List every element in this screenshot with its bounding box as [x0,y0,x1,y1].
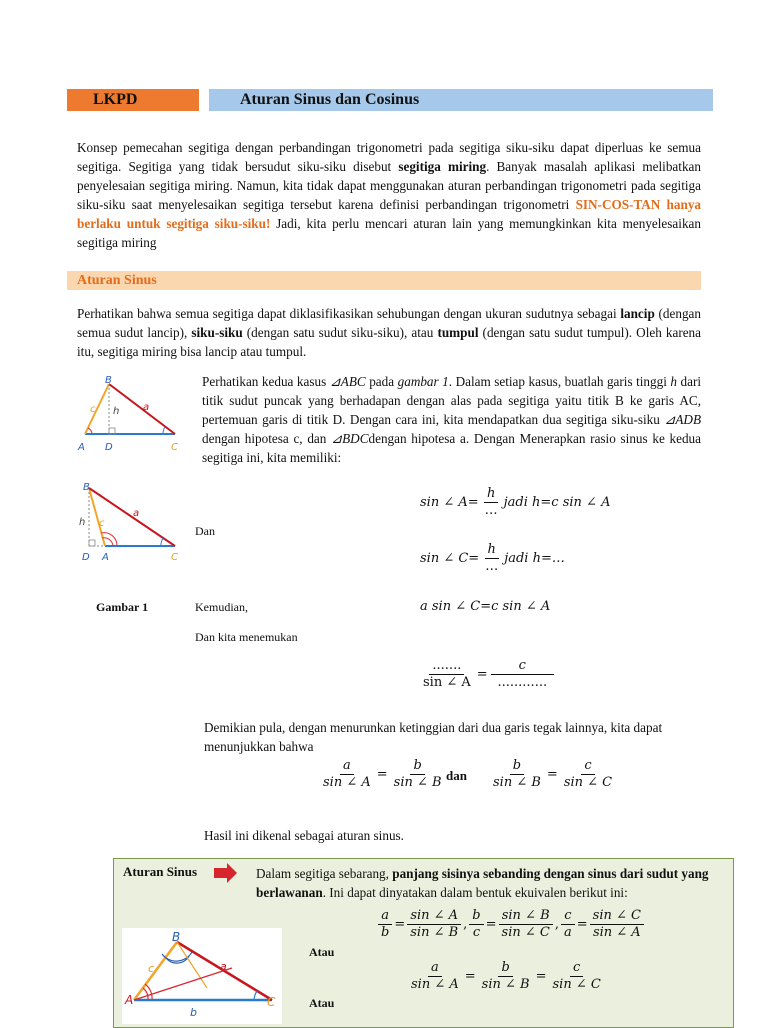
sec-bold-siku: siku-siku [191,325,243,340]
eq6-b: b [510,758,524,775]
eq2-lhs: sin ∠ C= [420,551,480,566]
atau-2: Atau [309,996,335,1010]
rule-r2-frac-1: $\frac{b}{\sin \angle B}$ [481,960,530,992]
sec-bold-tumpul: tumpul [437,325,479,340]
label-D: D [82,552,90,563]
equation-4 [420,658,554,691]
rule-r1-frac-side-0: $\frac{a}{b}$ [378,908,392,941]
label-A: A [78,442,85,453]
label-D: D [105,442,113,453]
case-text-6: dengan hipotesa a. Dengan Menerapkan rasio sinus ke kedua segitiga ini, kita memiliki: [202,431,701,465]
kemudian-label: Kemudian, [195,600,248,614]
intro-text-1: Konsep pemecahan segitiga dengan perbandingan trigonometri pada segitiga siku-siku dapat diperluas ke semua segitiga. Segitiga yang tidak bersudut siku-siku disebut [77,140,701,174]
case-text-3: . Dalam setiap kasus, buatlah garis tinggi [448,374,671,389]
label-C: C [267,995,276,1009]
intro-paragraph [77,138,701,252]
equation-1 [420,486,610,519]
sec-text-1: Perhatikan bahwa semua segitiga dapat diklasifikasikan sehubungan dengan ukuran sudutnya sebagai [77,306,621,321]
case-text-2: pada [365,374,398,389]
rule-box-label: Aturan Sinus [123,864,198,879]
eq4-eq: = [476,667,488,682]
figure-caption: Gambar 1 [96,600,149,614]
case-text-4: dari titik sudut puncak yang berhadapan dengan alas pada segitiga yaitu titik B ke garis AC, pertemuan garis di titik D. Dengan cara ini, kita mendapatkan dua segitiga siku-siku [202,374,701,427]
right-arrow-icon [214,863,238,883]
label-B: B [172,930,181,944]
rule-text-bold: panjang sisinya sebanding dengan sinus dari sudut yang berlawanan [256,866,709,900]
sec-bold-lancip: lancip [620,306,655,321]
eq1-num: h [484,486,498,503]
case-fig: gambar 1 [397,374,449,389]
rule-r1-frac-sin-1: $\frac{\sin \angle B}{\sin \angle C}$ [499,908,553,941]
rule-text-1: Dalam segitiga sebarang, [256,866,393,881]
rule-r1-frac-side-2: $\frac{c}{a}$ [561,908,575,941]
label-A: A [102,552,109,563]
intro-text-2: . Banyak masalah aplikasi melibatkan penyelesaian segitiga miring. Namun, kita tidak dapat menggunakan aturan perbandingan trigonometri pada segitiga siku-siku saat menyelesaikan segitiga tersebut karena definisi perbandingan trigonometri [77,159,701,212]
dan-bold: dan [446,768,467,783]
eq1-rhs: jadi h=c sin ∠ A [503,495,611,510]
label-c: c [90,404,96,415]
figure-acute-triangle [75,372,190,454]
case-h: h [670,374,677,389]
section-heading-aturan-sinus: Aturan Sinus [67,271,701,290]
eq1-lhs: sin ∠ A= [420,495,479,510]
rule-r1-frac-side-1: $\frac{b}{c}$ [469,908,483,941]
label-a: a [220,960,227,973]
case-bdc: ⊿BDC [331,431,369,446]
eq5-sinA: sin ∠ A [323,775,371,790]
label-h: h [79,517,86,528]
label-B: B [83,482,90,493]
case-text-5: dengan hipotesa c, dan [202,431,332,446]
rule-r1-frac-sin-2: $\frac{\sin \angle C}{\sin \angle A}$ [590,908,644,941]
eq1-den: … [484,503,498,518]
figure-obtuse-triangle [75,478,190,564]
rule-text-2: . Ini dapat dinyatakan dalam bentuk ekuivalen berikut ini: [322,885,628,900]
demikian-paragraph: Demikian pula, dengan menurunkan ketinggian dari dua garis tegak lainnya, kita dapat menunjukkan bahwa [204,720,663,754]
dan-menemukan-label: Dan kita menemukan [195,630,298,644]
rule-equation-2: $\frac{a}{\sin \angle A}$ = $\frac{b}{\sin \angle B}$ = $\frac{c}{\sin \angle C}$ [408,960,604,993]
sec-text-3: (dengan satu sudut siku-siku), atau [242,325,438,340]
eq6-sinB: sin ∠ B [493,775,541,790]
intro-text-3: Jadi, kita perlu mencari aturan lain yang memungkinkan kita menyelesaikan segitiga miring [77,216,701,250]
case-text-1: Perhatikan kedua kasus [202,374,330,389]
rule-box-triangle-figure [122,928,282,1024]
intro-bold: segitiga miring [398,159,487,174]
equation-2 [420,542,565,575]
case-abc: ⊿ABC [329,374,366,389]
side-c [85,384,109,434]
eq2-num: h [485,542,499,559]
eq6-sinC: sin ∠ C [563,775,613,790]
intro-highlight: SIN-COS-TAN hanya berlaku untuk segitiga siku-siku! [77,197,702,231]
hasil-text: Hasil ini dikenal sebagai aturan sinus. [204,828,404,843]
label-c: c [148,962,155,975]
case-paragraph [202,372,701,467]
eq4-rden: ............ [497,675,548,690]
eq5-a: a [340,758,354,775]
eq5-b: b [410,758,424,775]
label-a: a [143,402,150,413]
label-h: h [113,406,120,417]
label-a: a [133,508,140,519]
rule-r2-frac-0: $\frac{a}{\sin \angle A}$ [411,960,459,992]
label-b: b [190,1006,197,1019]
eq2-den: … [485,559,499,574]
lkpd-badge: LKPD [67,89,199,111]
label-c: c [99,518,105,529]
eq4-rnum: c [491,658,554,675]
label-C: C [171,442,178,453]
sec-text-2: (dengan semua sudut lancip), [77,306,701,340]
label-C: C [171,552,178,563]
rule-r2-frac-2: $\frac{c}{\sin \angle C}$ [552,960,601,992]
rule-box-text [256,864,716,902]
eq4-lden: sin ∠ A [423,675,471,690]
equation-5: $\frac{a}{\sin \angle A}$ = $\frac{b}{\sin \angle B}$ [320,758,445,791]
eq6-c: c [581,758,594,775]
label-B: B [105,375,112,386]
equation-6: $\frac{b}{\sin \angle B}$ = $\frac{c}{\sin \angle C}$ [490,758,615,791]
equation-3: a sin ∠ C=c sin ∠ A [420,599,551,614]
eq5-sinB: sin ∠ B [393,775,442,790]
case-adb: ⊿ADB [664,412,701,427]
dan-label: Dan [195,524,215,538]
section-paragraph [77,304,701,361]
rule-equation-1: $\frac{a}{b}$ = $\frac{\sin \angle A}{\sin \angle B}$ , $\frac{b}{c}$ = $\frac{\sin \angle B}{\sin \angle C}$ , $\frac{c}{a}$ = $\frac{\sin \angle C}{\sin \angle A}$ [378,908,644,941]
atau-1: Atau [309,945,335,959]
label-A: A [125,993,134,1007]
eq4-lnum: ....... [429,658,464,675]
page-title: Aturan Sinus dan Cosinus [209,89,713,111]
eq2-rhs: jadi h=… [504,551,565,566]
sec-text-4: (dengan satu sudut tumpul). Oleh karena itu, segitiga miring bisa lancip atau tumpul. [77,325,702,359]
rule-r1-frac-sin-0: $\frac{\sin \angle A}{\sin \angle B}$ [407,908,461,941]
